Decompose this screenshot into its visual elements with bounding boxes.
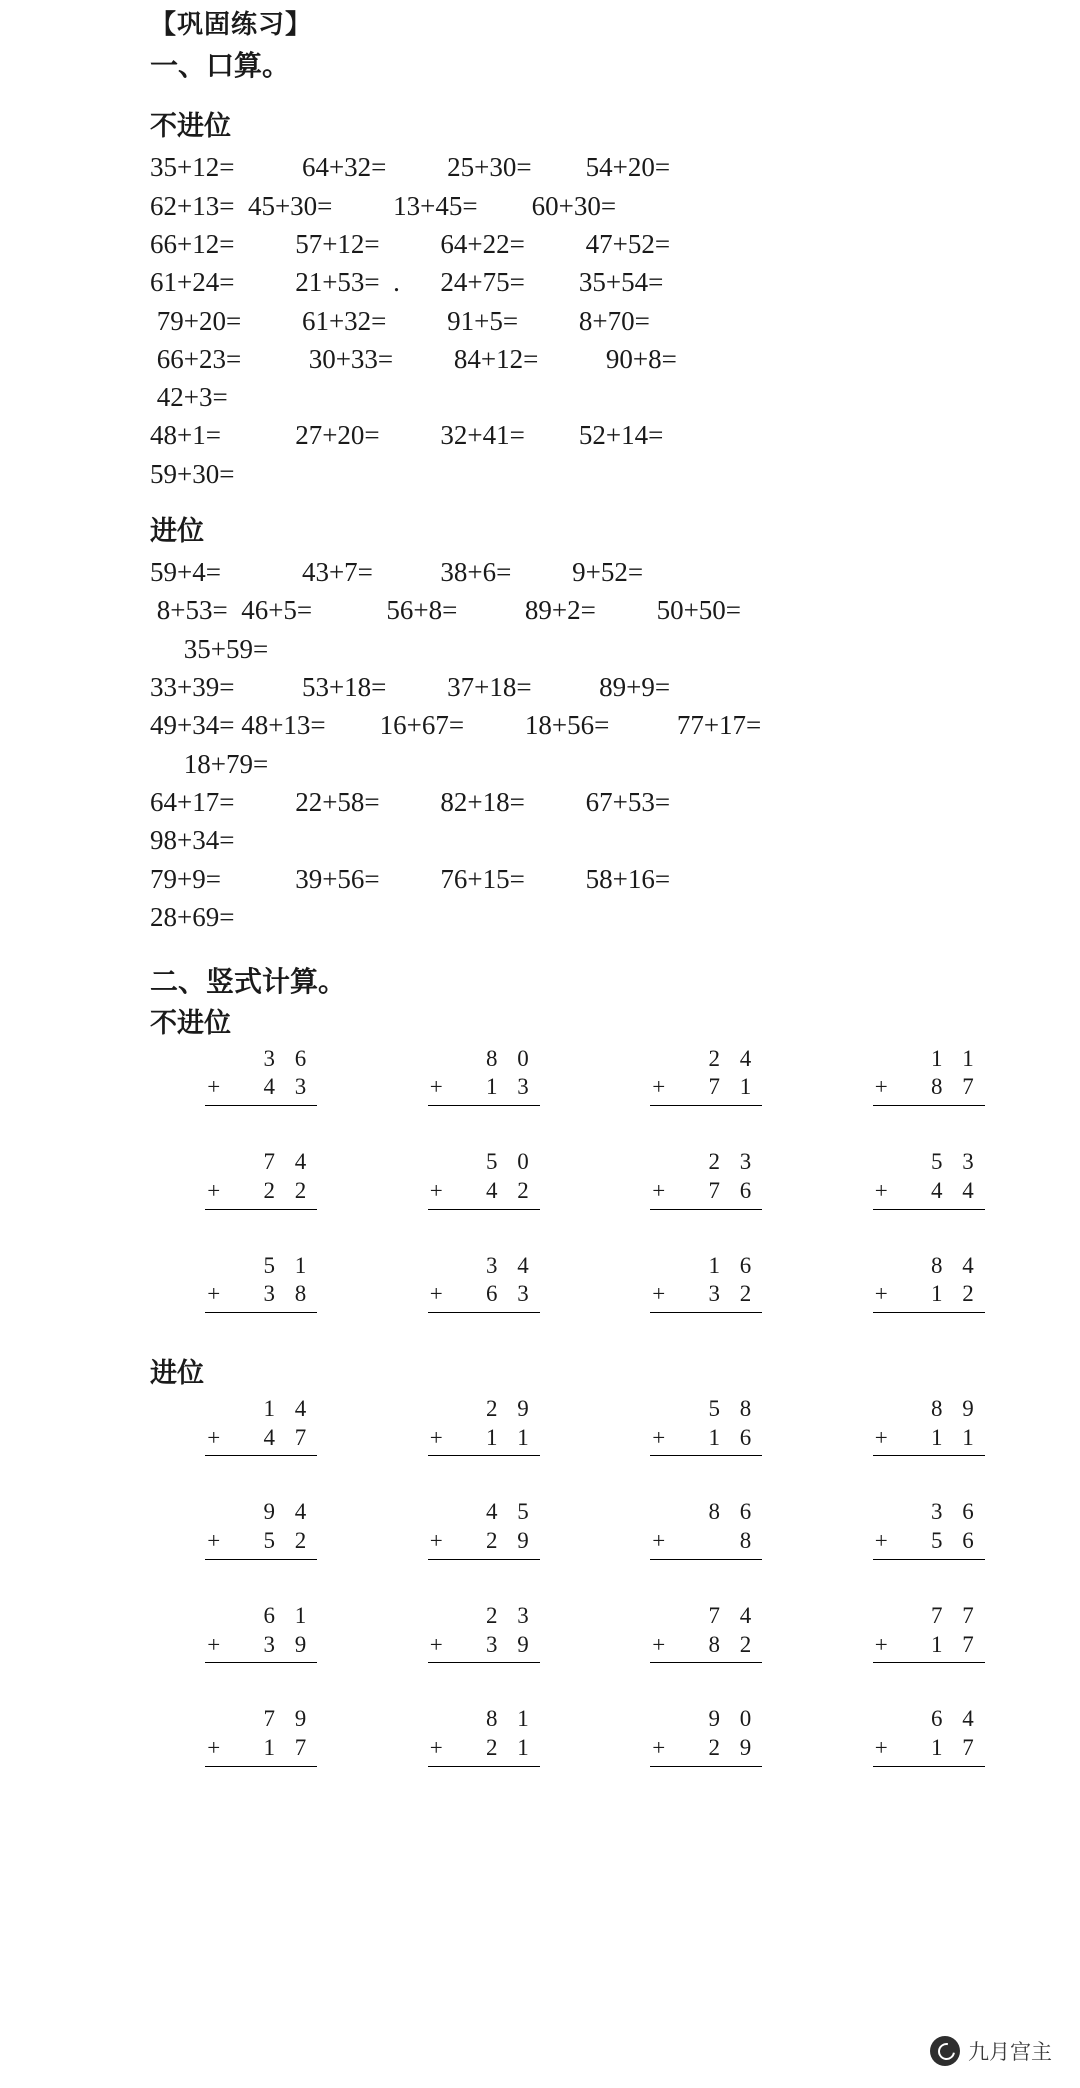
addend-bottom <box>873 1073 985 1106</box>
plus-sign: + <box>652 1281 666 1307</box>
addend-bottom <box>428 1631 540 1664</box>
addend-bottom-value: 1 7 <box>931 1631 981 1657</box>
vertical-problem-cell <box>373 1602 596 1664</box>
addend-bottom <box>873 1527 985 1560</box>
vertical-problem-cell <box>818 1705 1041 1767</box>
addend-bottom-value: 4 4 <box>931 1177 981 1203</box>
vertical-no-carry-label: 不进位 <box>150 1007 231 1038</box>
vertical-problem-cell <box>818 1498 1041 1560</box>
plus-sign: + <box>874 1631 888 1657</box>
plus-sign: + <box>429 1631 443 1657</box>
watermark <box>930 2036 1052 2066</box>
addend-bottom-value: 5 6 <box>931 1528 981 1554</box>
vertical-problem-cell <box>595 1148 818 1210</box>
oral-line: 79+9= 39+56= 76+15= 58+16= <box>150 863 671 894</box>
vertical-problem <box>428 1395 540 1457</box>
addend-bottom <box>650 1527 762 1560</box>
vertical-problem-cell <box>373 1252 596 1314</box>
addend-bottom <box>873 1424 985 1457</box>
vertical-problem-cell <box>373 1705 596 1767</box>
addend-bottom <box>205 1177 317 1210</box>
addend-bottom <box>650 1073 762 1106</box>
addend-bottom <box>205 1527 317 1560</box>
plus-sign: + <box>652 1424 666 1450</box>
vertical-problem <box>428 1498 540 1560</box>
vertical-row <box>150 1395 1040 1457</box>
addend-bottom <box>873 1734 985 1767</box>
plus-sign: + <box>874 1735 888 1761</box>
plus-sign: + <box>207 1177 221 1203</box>
addend-bottom-value: 1 3 <box>486 1074 536 1100</box>
vertical-problem-cell <box>595 1602 818 1664</box>
addend-bottom-value: 4 3 <box>263 1074 314 1100</box>
vertical-problem-cell <box>818 1602 1041 1664</box>
addend-bottom <box>428 1177 540 1210</box>
addend-bottom-value: 6 3 <box>486 1281 536 1307</box>
oral-line: 64+17= 22+58= 82+18= 67+53= <box>150 786 671 817</box>
vertical-problem-cell <box>818 1395 1041 1457</box>
vertical-problem <box>650 1252 762 1314</box>
oral-line: 48+1= 27+20= 32+41= 52+14= <box>150 420 664 451</box>
vertical-problem <box>650 1705 762 1767</box>
vertical-problem <box>205 1045 317 1107</box>
oral-no-carry-block <box>150 148 1040 493</box>
vertical-problem <box>205 1498 317 1560</box>
vertical-problem-cell <box>595 1498 818 1560</box>
oral-line: 59+4= 43+7= 38+6= 9+52= <box>150 556 644 587</box>
addend-bottom-value: 1 2 <box>931 1281 981 1307</box>
vertical-problem <box>428 1148 540 1210</box>
oral-line: 42+3= <box>150 382 228 413</box>
addend-top: 8 4 <box>931 1252 981 1278</box>
oral-line: 49+34= 48+13= 16+67= 18+56= 77+17= <box>150 710 762 741</box>
watermark-label: 九月宫主 <box>968 2041 1052 2064</box>
addend-bottom <box>428 1424 540 1457</box>
oral-no-carry-label: 不进位 <box>150 111 231 142</box>
plus-sign: + <box>652 1528 666 1554</box>
oral-line: 66+12= 57+12= 64+22= 47+52= <box>150 228 671 259</box>
plus-sign: + <box>652 1074 666 1100</box>
vertical-problem <box>205 1705 317 1767</box>
vertical-problem <box>428 1705 540 1767</box>
vertical-problem-cell <box>595 1252 818 1314</box>
vertical-problem-cell <box>595 1395 818 1457</box>
section-one-title: 一、口算。 <box>150 49 291 81</box>
addend-bottom-value: 1 7 <box>931 1735 981 1761</box>
addend-top: 2 9 <box>486 1395 536 1421</box>
plus-sign: + <box>429 1424 443 1450</box>
vertical-problem-cell <box>150 1705 373 1767</box>
vertical-row <box>150 1705 1040 1767</box>
addend-bottom-value: 5 2 <box>263 1528 314 1554</box>
addend-bottom <box>428 1734 540 1767</box>
plus-sign: + <box>652 1735 666 1761</box>
addend-bottom <box>428 1073 540 1106</box>
addend-bottom <box>873 1177 985 1210</box>
oral-line: 62+13= 45+30= 13+45= 60+30= <box>150 190 617 221</box>
addend-top: 7 4 <box>263 1149 314 1175</box>
oral-carry-label: 进位 <box>150 516 204 547</box>
addend-bottom <box>650 1280 762 1313</box>
vertical-problem-cell <box>150 1395 373 1457</box>
plus-sign: + <box>429 1528 443 1554</box>
vertical-problem-cell <box>150 1045 373 1107</box>
plus-sign: + <box>652 1631 666 1657</box>
addend-bottom-value: 2 9 <box>486 1528 536 1554</box>
vertical-problem <box>873 1252 985 1314</box>
addend-bottom-value: 1 1 <box>931 1424 981 1450</box>
oral-line: 28+69= <box>150 901 235 932</box>
vertical-row <box>150 1602 1040 1664</box>
spacer <box>150 936 1040 962</box>
addend-top: 8 0 <box>486 1045 536 1071</box>
vertical-problem-cell <box>373 1148 596 1210</box>
addend-bottom-value: 2 9 <box>708 1735 759 1761</box>
addend-top: 5 0 <box>486 1149 536 1175</box>
vertical-problem <box>650 1148 762 1210</box>
addend-top: 6 1 <box>263 1602 314 1628</box>
plus-sign: + <box>207 1631 221 1657</box>
oral-line: 18+79= <box>150 748 269 779</box>
plus-sign: + <box>429 1735 443 1761</box>
addend-bottom-value: 3 2 <box>708 1281 759 1307</box>
addend-bottom <box>650 1177 762 1210</box>
vertical-problem <box>873 1705 985 1767</box>
vertical-no-carry-grid <box>150 1045 1040 1314</box>
addend-bottom-value: 4 7 <box>263 1424 314 1450</box>
vertical-row <box>150 1252 1040 1314</box>
addend-bottom <box>873 1631 985 1664</box>
vertical-row <box>150 1148 1040 1210</box>
vertical-problem <box>650 1045 762 1107</box>
addend-bottom <box>873 1280 985 1313</box>
addend-top: 3 4 <box>486 1252 536 1278</box>
plus-sign: + <box>207 1074 221 1100</box>
addend-top: 7 4 <box>708 1602 759 1628</box>
vertical-problem <box>205 1395 317 1457</box>
vertical-problem <box>873 1602 985 1664</box>
vertical-problem-cell <box>373 1045 596 1107</box>
oral-line: 66+23= 30+33= 84+12= 90+8= <box>150 343 677 374</box>
addend-bottom-value: 7 6 <box>708 1177 759 1203</box>
addend-bottom <box>205 1734 317 1767</box>
plus-sign: + <box>874 1424 888 1450</box>
vertical-problem <box>428 1602 540 1664</box>
oral-line: 35+59= <box>150 633 269 664</box>
vertical-problem <box>205 1602 317 1664</box>
vertical-problem-cell <box>818 1045 1041 1107</box>
addend-bottom-value: 4 2 <box>486 1177 536 1203</box>
plus-sign: + <box>207 1528 221 1554</box>
addend-top: 2 3 <box>486 1602 536 1628</box>
oral-carry-block <box>150 553 1040 936</box>
addend-top: 1 6 <box>708 1252 759 1278</box>
plus-sign: + <box>429 1281 443 1307</box>
addend-top: 8 1 <box>486 1706 536 1732</box>
addend-bottom-value: 8 2 <box>708 1631 759 1657</box>
addend-top: 2 4 <box>708 1045 759 1071</box>
vertical-problem <box>650 1602 762 1664</box>
addend-bottom-value: 1 7 <box>263 1735 314 1761</box>
vertical-problem <box>650 1498 762 1560</box>
vertical-problem-cell <box>150 1148 373 1210</box>
addend-top: 3 6 <box>263 1045 314 1071</box>
vertical-carry-label: 进位 <box>150 1358 204 1389</box>
addend-bottom-value: 3 9 <box>263 1631 314 1657</box>
vertical-problem-cell <box>150 1602 373 1664</box>
vertical-problem <box>873 1045 985 1107</box>
addend-bottom <box>650 1424 762 1457</box>
vertical-problem-cell <box>818 1252 1041 1314</box>
plus-sign: + <box>652 1177 666 1203</box>
vertical-problem <box>205 1252 317 1314</box>
addend-top: 9 4 <box>263 1499 314 1525</box>
addend-bottom-value: 7 1 <box>708 1074 759 1100</box>
addend-bottom-value: 3 9 <box>486 1631 536 1657</box>
addend-top: 7 9 <box>263 1706 314 1732</box>
oral-line: 98+34= <box>150 825 235 856</box>
section-two-title: 二、竖式计算。 <box>150 966 347 998</box>
addend-bottom <box>428 1280 540 1313</box>
plus-sign: + <box>207 1424 221 1450</box>
addend-top: 5 1 <box>263 1252 314 1278</box>
addend-top: 4 5 <box>486 1499 536 1525</box>
addend-bottom-value: 2 1 <box>486 1735 536 1761</box>
addend-top: 9 0 <box>708 1706 759 1732</box>
oral-line: 8+53= 46+5= 56+8= 89+2= 50+50= <box>150 595 742 626</box>
vertical-problem <box>205 1148 317 1210</box>
addend-bottom <box>205 1424 317 1457</box>
plus-sign: + <box>874 1528 888 1554</box>
addend-bottom-value: 1 6 <box>708 1424 759 1450</box>
vertical-problem <box>873 1498 985 1560</box>
vertical-problem-cell <box>373 1498 596 1560</box>
addend-bottom <box>428 1527 540 1560</box>
vertical-row <box>150 1498 1040 1560</box>
addend-top: 8 9 <box>931 1395 981 1421</box>
oral-line: 79+20= 61+32= 91+5= 8+70= <box>150 305 650 336</box>
vertical-problem <box>873 1148 985 1210</box>
addend-bottom <box>650 1734 762 1767</box>
oral-line: 59+30= <box>150 458 235 489</box>
wechat-logo-icon <box>930 2036 960 2066</box>
addend-bottom <box>205 1280 317 1313</box>
vertical-problem-cell <box>373 1395 596 1457</box>
vertical-problem <box>428 1045 540 1107</box>
addend-top: 1 1 <box>931 1045 981 1071</box>
plus-sign: + <box>874 1074 888 1100</box>
vertical-problem <box>428 1252 540 1314</box>
addend-top: 5 8 <box>708 1395 759 1421</box>
oral-line: 61+24= 21+53= . 24+75= 35+54= <box>150 267 664 298</box>
oral-line: 35+12= 64+32= 25+30= 54+20= <box>150 152 671 183</box>
vertical-row <box>150 1045 1040 1107</box>
vertical-problem-cell <box>150 1498 373 1560</box>
plus-sign: + <box>429 1177 443 1203</box>
addend-bottom-value: 8 <box>739 1528 759 1554</box>
plus-sign: + <box>429 1074 443 1100</box>
addend-top: 6 4 <box>931 1706 981 1732</box>
plus-sign: + <box>207 1735 221 1761</box>
vertical-problem <box>873 1395 985 1457</box>
addend-bottom <box>650 1631 762 1664</box>
addend-bottom <box>205 1073 317 1106</box>
addend-bottom <box>205 1631 317 1664</box>
vertical-problem <box>650 1395 762 1457</box>
oral-line: 33+39= 53+18= 37+18= 89+9= <box>150 671 671 702</box>
addend-bottom-value: 1 1 <box>486 1424 536 1450</box>
vertical-carry-grid <box>150 1395 1040 1767</box>
addend-bottom-value: 2 2 <box>263 1177 314 1203</box>
vertical-problem-cell <box>150 1252 373 1314</box>
vertical-problem-cell <box>818 1148 1041 1210</box>
spacer <box>150 88 1040 102</box>
vertical-problem-cell <box>595 1705 818 1767</box>
addend-top: 3 6 <box>931 1499 981 1525</box>
plus-sign: + <box>874 1281 888 1307</box>
addend-top: 2 3 <box>708 1149 759 1175</box>
plus-sign: + <box>874 1177 888 1203</box>
addend-bottom-value: 8 7 <box>931 1074 981 1100</box>
addend-top: 5 3 <box>931 1149 981 1175</box>
addend-bottom-value: 3 8 <box>263 1281 314 1307</box>
page-title: 【巩固练习】 <box>150 9 313 39</box>
vertical-problem-cell <box>595 1045 818 1107</box>
addend-top: 1 4 <box>263 1395 314 1421</box>
plus-sign: + <box>207 1281 221 1307</box>
addend-top: 7 7 <box>931 1602 981 1628</box>
addend-top: 8 6 <box>708 1499 759 1525</box>
